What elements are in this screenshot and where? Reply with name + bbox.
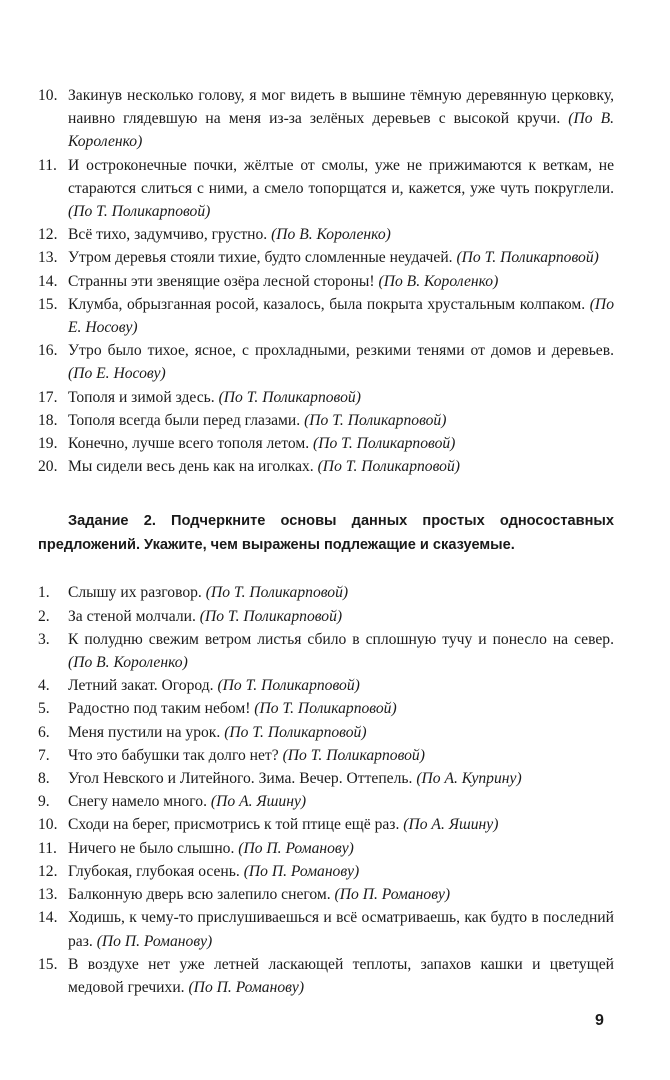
- list-item: [38, 293, 614, 339]
- item-number: 6.: [38, 723, 50, 741]
- item-number: 17.: [38, 388, 58, 406]
- item-text: [68, 744, 614, 767]
- list-item: [38, 154, 614, 224]
- sentence: Летний закат. Огород.: [68, 677, 214, 695]
- source-attribution: (По В. Короленко): [271, 226, 391, 244]
- item-text: [68, 386, 614, 409]
- page-content: [38, 84, 614, 999]
- sentence: Утром деревья стояли тихие, будто сломленные неудачей.: [68, 249, 453, 267]
- list-item: [38, 409, 614, 432]
- list-item: [38, 605, 614, 628]
- item-text: [68, 581, 614, 604]
- item-number: 10.: [38, 87, 58, 104]
- list-item: [38, 223, 614, 246]
- list-item: [38, 883, 614, 906]
- list-item: [38, 721, 614, 744]
- list-item: [38, 581, 614, 604]
- source-attribution: (По Т. Поликарповой): [304, 411, 447, 429]
- item-number: 10.: [38, 816, 58, 834]
- source-attribution: (По П. Романову): [334, 886, 451, 904]
- list-item: [38, 837, 614, 860]
- sentence: Утро было тихое, ясное, с прохладными, резкими тенями от домов и деревьев.: [68, 342, 614, 360]
- list-item: [38, 953, 614, 999]
- item-text: [68, 883, 614, 906]
- sentence: Ходишь, к чему-то прислушиваешься и всё осматриваешь, как будто в последний раз.: [68, 909, 614, 950]
- item-text: [68, 628, 614, 674]
- sentence: Конечно, лучше всего тополя летом.: [68, 435, 310, 453]
- source-attribution: (По Т. Поликарповой): [317, 458, 460, 476]
- source-attribution: (По Т. Поликарповой): [456, 249, 599, 267]
- item-text: [68, 409, 614, 432]
- source-attribution: (По А. Яшину): [403, 816, 499, 834]
- exercise-list-continued: [38, 84, 614, 478]
- item-text: [68, 223, 614, 246]
- item-number: 20.: [38, 458, 58, 476]
- sentence: Клумба, обрызганная росой, казалось, была покрыта хрустальным колпаком.: [68, 295, 586, 313]
- sentence: Что это бабушки так долго нет?: [68, 746, 279, 764]
- item-text: [68, 84, 614, 154]
- item-number: 13.: [38, 886, 58, 904]
- item-text: [68, 293, 614, 339]
- item-number: 12.: [38, 862, 58, 880]
- item-text: [68, 154, 614, 224]
- item-number: 9.: [38, 793, 50, 811]
- item-number: 13.: [38, 249, 58, 267]
- list-item: [38, 628, 614, 674]
- list-item: [38, 339, 614, 385]
- source-attribution: (По В. Короленко): [68, 654, 188, 672]
- sentence: В воздухе нет уже летней ласкающей теплоты, запахов кашки и цветущей медовой гречихи.: [68, 955, 614, 996]
- sentence: Глубокая, глубокая осень.: [68, 862, 240, 880]
- list-item: [38, 767, 614, 790]
- sentence: Тополя и зимой здесь.: [68, 388, 215, 406]
- item-text: [68, 339, 614, 385]
- list-item: [38, 906, 614, 952]
- list-item: [38, 432, 614, 455]
- item-text: [68, 906, 614, 952]
- item-text: [68, 721, 614, 744]
- source-attribution: (По Т. Поликарповой): [282, 746, 425, 764]
- source-attribution: (По А. Яшину): [210, 793, 307, 811]
- sentence: Угол Невского и Литейного. Зима. Вечер. Оттепель.: [68, 770, 413, 788]
- source-attribution: (По П. Романову): [188, 978, 305, 996]
- sentence: Ничего не было слышно.: [68, 839, 235, 857]
- source-attribution: (По Т. Поликарповой): [254, 700, 397, 718]
- source-attribution: (По П. Романову): [238, 839, 354, 857]
- item-number: 7.: [38, 746, 50, 764]
- item-number: 14.: [38, 909, 58, 927]
- source-attribution: (По В. Короленко): [68, 110, 614, 151]
- item-number: 18.: [38, 411, 58, 429]
- sentence: Радостно под таким небом!: [68, 700, 251, 718]
- item-number: 11.: [38, 156, 57, 174]
- sentence: К полудню свежим ветром листья сбило в сплошную тучу и понесло на север.: [68, 630, 614, 648]
- sentence: Тополя всегда были перед глазами.: [68, 411, 301, 429]
- list-item: [38, 386, 614, 409]
- sentence: Всё тихо, задумчиво, грустно.: [68, 226, 268, 244]
- item-number: 16.: [38, 342, 58, 360]
- item-number: 19.: [38, 435, 58, 453]
- item-number: 15.: [38, 295, 58, 313]
- list-item: [38, 813, 614, 836]
- source-attribution: (По Е. Носову): [68, 295, 614, 337]
- list-item: [38, 744, 614, 767]
- task-2-heading: Задание 2. Подчеркните основы данных простых односоставных предложений. Укажите, чем выражены подлежащие и сказуемые.: [38, 513, 614, 553]
- source-attribution: (По Т. Поликарповой): [313, 435, 456, 453]
- list-item: [38, 270, 614, 293]
- source-attribution: (По В. Короленко): [378, 272, 499, 290]
- exercise-list-task-2: [38, 581, 614, 999]
- source-attribution: (По Т. Поликарповой): [217, 677, 360, 695]
- item-text: [68, 837, 614, 860]
- item-text: [68, 767, 614, 790]
- source-attribution: (По Т. Поликарповой): [224, 723, 367, 741]
- item-text: [68, 674, 614, 697]
- list-item: [38, 84, 614, 154]
- sentence: Снегу намело много.: [68, 793, 208, 811]
- item-number: 14.: [38, 272, 58, 290]
- item-number: 3.: [38, 630, 50, 648]
- item-number: 15.: [38, 955, 58, 973]
- item-text: [68, 432, 614, 455]
- source-attribution: (По П. Романову): [243, 862, 360, 880]
- item-text: [68, 605, 614, 628]
- item-number: 11.: [38, 839, 57, 857]
- item-number: 4.: [38, 677, 50, 695]
- sentence: Меня пустили на урок.: [68, 723, 221, 741]
- page-number: 9: [595, 1012, 604, 1029]
- sentence: Сходи на берег, присмотрись к той птице ещё раз.: [68, 816, 400, 834]
- item-text: [68, 953, 614, 999]
- item-text: [68, 790, 614, 813]
- item-text: [68, 813, 614, 836]
- source-attribution: (По Е. Носову): [68, 365, 166, 383]
- item-text: [68, 246, 614, 269]
- source-attribution: (По Т. Поликарповой): [68, 203, 211, 221]
- item-number: 1.: [38, 584, 50, 602]
- item-text: [68, 455, 614, 478]
- sentence: И остроконечные почки, жёлтые от смолы, уже не прижимаются к веткам, не стараются слиться с ними, а смело топорщатся и, кажется, уже чуть покруглели.: [68, 156, 614, 197]
- item-number: 12.: [38, 226, 58, 244]
- sentence: За стеной молчали.: [68, 607, 196, 625]
- sentence: Балконную дверь всю залепило снегом.: [68, 886, 331, 904]
- item-text: [68, 697, 614, 720]
- list-item: [38, 860, 614, 883]
- sentence: Слышу их разговор.: [68, 584, 202, 602]
- item-number: 8.: [38, 770, 50, 788]
- item-text: [68, 860, 614, 883]
- list-item: [38, 455, 614, 478]
- item-number: 2.: [38, 607, 50, 625]
- sentence: Закинув несколько голову, я мог видеть в вышине тёмную деревянную церковку, наивно глядевшую на меня из-за зелёных деревьев с высокой кручи.: [68, 87, 614, 128]
- list-item: [38, 674, 614, 697]
- sentence: Мы сидели весь день как на иголках.: [68, 458, 314, 476]
- source-attribution: (По П. Романову): [96, 932, 213, 950]
- sentence: Странны эти звенящие озёра лесной стороны!: [68, 272, 375, 290]
- source-attribution: (По Т. Поликарповой): [199, 607, 343, 625]
- source-attribution: (По Т. Поликарповой): [218, 388, 361, 406]
- list-item: [38, 790, 614, 813]
- source-attribution: (По А. Куприну): [416, 770, 522, 788]
- item-text: [68, 270, 614, 293]
- item-number: 5.: [38, 700, 50, 718]
- list-item: [38, 246, 614, 269]
- source-attribution: (По Т. Поликарповой): [205, 584, 349, 602]
- list-item: [38, 697, 614, 720]
